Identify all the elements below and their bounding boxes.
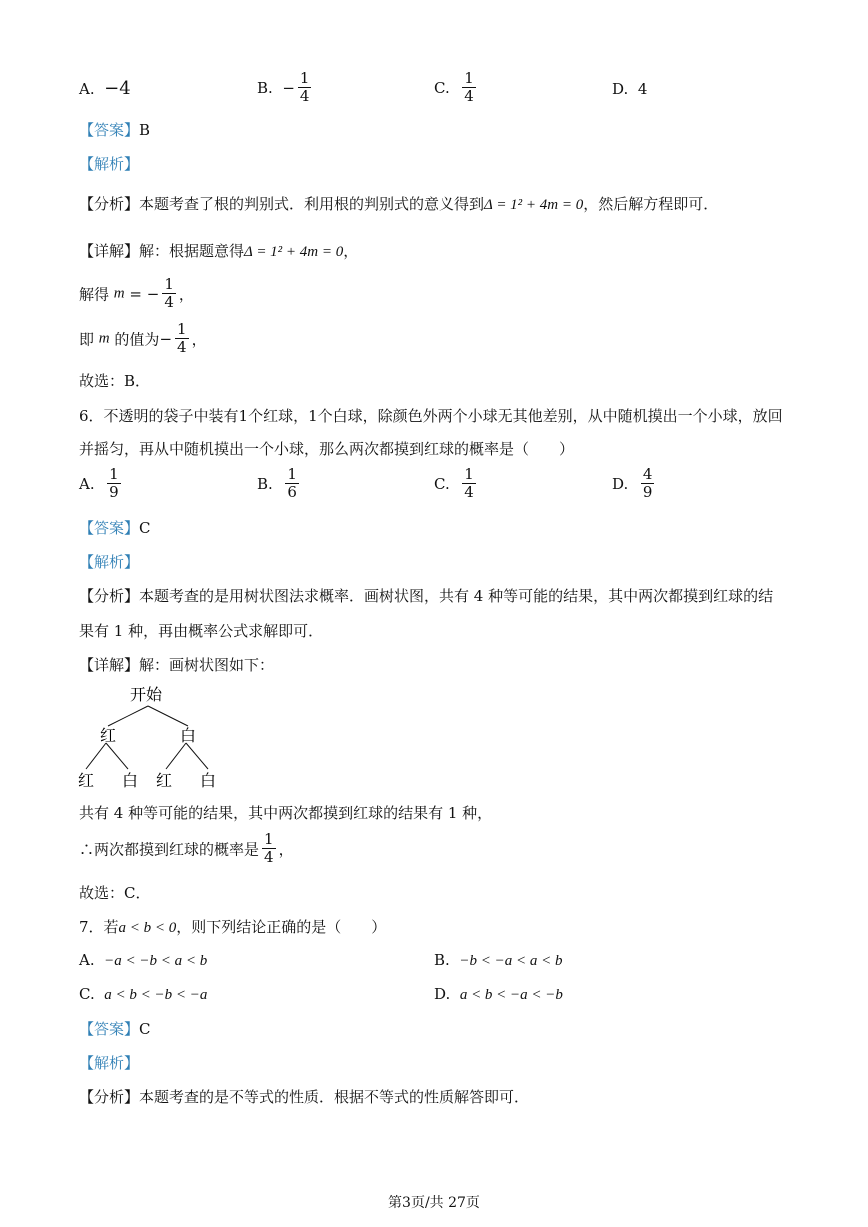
q7-analysis-tag: 【解析】	[79, 1054, 140, 1072]
tree-edge	[108, 706, 148, 726]
q5-option-a: A. −4	[79, 78, 131, 99]
tree-node-l1: 红	[100, 726, 117, 745]
tree-edge	[148, 706, 188, 726]
tree-edge	[166, 743, 186, 769]
tree-leaf: 白	[122, 771, 139, 790]
tree-leaf: 红	[156, 771, 173, 790]
q6-result-line: 共有 4 种等可能的结果，其中两次都摸到红球的结果有 1 种，	[79, 804, 493, 822]
tree-root: 开始	[130, 685, 163, 704]
q5-analysis-tag: 【解析】	[79, 155, 140, 173]
q7-answer: 【答案】C	[79, 1020, 151, 1038]
q5-option-c: C. $\frac{1}{4}$	[434, 69, 474, 106]
tree-edge	[106, 743, 128, 769]
q6-answer: 【答案】C	[79, 519, 151, 537]
q5-option-d: D. 4	[612, 80, 648, 98]
q6-xiangjie: 【详解】解：画树状图如下：	[79, 656, 275, 674]
q6-option-c: C. $\frac{1}{4}$	[434, 465, 474, 502]
q5-solve-line: 解得 m = − $\frac{1}{4}$ ，	[79, 275, 194, 312]
q7-option-d: D. a < b < −a < −b	[434, 985, 563, 1003]
tree-node-l1: 白	[180, 726, 197, 745]
q6-stem-line2: 并摇匀，再从中随机摸出一个小球，那么两次都摸到红球的概率是（ ）	[79, 440, 575, 458]
q5-xiangjie: 【详解】解：根据题意得Δ = 1² + 4m = 0，	[79, 242, 359, 260]
q5-value-line: 即 m 的值为− $\frac{1}{4}$ ，	[79, 320, 207, 357]
q6-stem-line1: 6．不透明的袋子中装有1个红球，1个白球，除颜色外两个小球无其他差别，从中随机摸出一个小球，放回	[79, 407, 783, 425]
q7-option-a: A. −a < −b < a < b	[79, 951, 208, 969]
q6-option-a: A. $\frac{1}{9}$	[79, 465, 119, 502]
q5-choose: 故选：B．	[79, 372, 151, 390]
q6-choose: 故选：C．	[79, 884, 151, 902]
page-footer: 第3页/共 27页	[388, 1195, 480, 1211]
q5-answer: 【答案】B	[79, 121, 151, 139]
tree-edge	[86, 743, 106, 769]
q6-fenxi-line2: 果有 1 种，再由概率公式求解即可．	[79, 622, 324, 640]
q7-fenxi: 【分析】本题考查的是不等式的性质．根据不等式的性质解答即可．	[79, 1088, 530, 1106]
q5-fenxi: 【分析】本题考查了根的判别式．利用根的判别式的意义得到Δ = 1² + 4m = 0，然后解方程即可．	[79, 195, 719, 213]
q7-option-b: B. −b < −a < a < b	[434, 951, 563, 969]
q6-option-d: D. $\frac{4}{9}$	[612, 465, 653, 502]
tree-diagram	[78, 683, 228, 793]
q6-fenxi-line1: 【分析】本题考查的是用树状图法求概率．画树状图，共有 4 种等可能的结果，其中两次都摸到红球的结	[79, 587, 774, 605]
q6-option-b: B. $\frac{1}{6}$	[257, 465, 297, 502]
q6-analysis-tag: 【解析】	[79, 553, 140, 571]
q7-stem: 7．若a < b < 0，则下列结论正确的是（ ）	[79, 918, 387, 936]
q7-option-c: C. a < b < −b < −a	[79, 985, 208, 1003]
tree-leaf: 红	[78, 771, 95, 790]
q6-prob-line: ∴两次都摸到红球的概率是 $\frac{1}{4}$ ，	[79, 830, 294, 867]
tree-leaf: 白	[200, 771, 217, 790]
q5-option-b: B. − $\frac{1}{4}$	[257, 69, 310, 106]
tree-edge	[186, 743, 208, 769]
